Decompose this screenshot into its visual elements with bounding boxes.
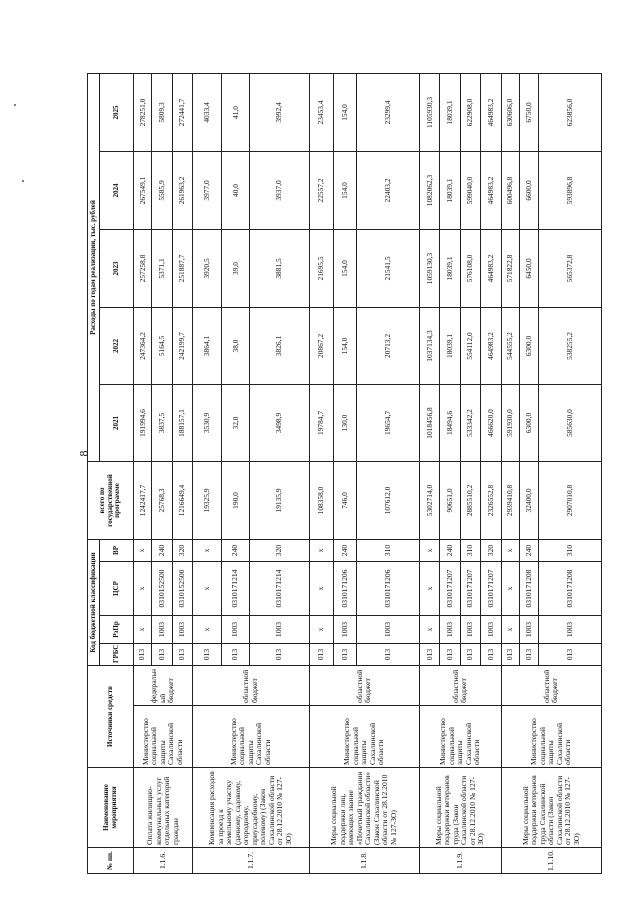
cell-year-value: 22557,2 <box>309 151 334 229</box>
cell-rzpr: 1003 <box>334 616 356 644</box>
table-row <box>193 73 222 873</box>
cell-grbs: 013 <box>309 644 334 666</box>
cell-year-value: 278251,0 <box>134 73 152 151</box>
cell-year-value: 39,0 <box>221 229 250 307</box>
cell-year-value: 242199,7 <box>172 307 192 384</box>
ministry-name: Министерство социальной защиты Сахалинской области <box>501 706 601 768</box>
cell-grbs: 013 <box>501 644 519 666</box>
cell-year-value: 1018456,8 <box>420 384 440 461</box>
cell-year-value: 591930,0 <box>501 384 519 461</box>
cell-year-value: 571822,8 <box>501 229 519 307</box>
header-year: 2021 <box>100 384 134 461</box>
cell-grbs: 013 <box>152 644 172 666</box>
cell-year-value: 554112,0 <box>460 307 480 384</box>
cell-csr: 0310171206 <box>334 562 356 616</box>
cell-vr: х <box>134 539 152 561</box>
cell-year-value: 154,0 <box>334 229 356 307</box>
cell-grbs: 013 <box>460 644 480 666</box>
cell-year-value: 576108,0 <box>460 229 480 307</box>
cell-vr: 240 <box>520 539 538 561</box>
header-rzpr: РзПр <box>100 616 134 644</box>
cell-year-value: 464983,2 <box>481 307 501 384</box>
header-year: 2024 <box>100 151 134 229</box>
cell-year-value: 565372,8 <box>538 229 601 307</box>
cell-total: 190,0 <box>221 461 250 539</box>
header-year: 2023 <box>100 229 134 307</box>
cell-vr: 310 <box>460 539 480 561</box>
cell-rzpr: х <box>420 616 440 644</box>
table-row <box>134 73 152 873</box>
cell-year-value: 19784,7 <box>309 384 334 461</box>
cell-grbs: 013 <box>221 644 250 666</box>
cell-year-value: 18039,1 <box>440 73 460 151</box>
cell-year-value: 3992,4 <box>250 73 309 151</box>
cell-year-value: 622908,0 <box>460 73 480 151</box>
cell-year-value: 3498,9 <box>250 384 309 461</box>
cell-grbs: 013 <box>193 644 222 666</box>
cell-year-value: 18039,1 <box>440 307 460 384</box>
cell-year-value: 4033,4 <box>193 73 222 151</box>
measure-name: Оплата жилищно-коммунальных услуг отдельных категорий граждан <box>134 768 193 848</box>
header-row-no: № пп. <box>88 848 134 874</box>
cell-year-value: 464983,2 <box>481 229 501 307</box>
cell-grbs: 013 <box>538 644 601 666</box>
header-grbs: ГРБС <box>100 644 134 666</box>
measure-name: Меры социальной поддержки лиц, имеющих звание «Почетный гражданин Сахалинской области» (Закон Сахалинской области от 28.12.2010 № 127-ЗО) <box>309 768 419 848</box>
header-year: 2022 <box>100 307 134 384</box>
funding-source: областной бюджет <box>501 666 601 706</box>
table-row <box>501 73 519 873</box>
cell-csr: 0310171207 <box>440 562 460 616</box>
cell-year-value: 6600,0 <box>520 151 538 229</box>
cell-year-value: 272441,7 <box>172 73 192 151</box>
cell-year-value: 630606,0 <box>501 73 519 151</box>
cell-year-value: 3977,0 <box>193 151 222 229</box>
cell-year-value: 3881,5 <box>250 229 309 307</box>
header-name: Наименование мероприятия <box>88 768 134 848</box>
cell-rzpr: х <box>501 616 519 644</box>
cell-vr: 240 <box>221 539 250 561</box>
cell-total: 2939410,8 <box>501 461 519 539</box>
ministry-name: Министерство социальной защиты Сахалинской области <box>420 706 502 768</box>
page-number: 8 <box>76 450 91 457</box>
cell-year-value: 1105930,3 <box>420 73 440 151</box>
cell-year-value: 154,0 <box>334 307 356 384</box>
row-number: 1.1.7. <box>193 848 309 874</box>
cell-year-value: 5164,5 <box>152 307 172 384</box>
cell-year-value: 5585,9 <box>152 151 172 229</box>
cell-total: 2885510,2 <box>460 461 480 539</box>
cell-total: 1242417,7 <box>134 461 152 539</box>
cell-year-value: 23453,4 <box>309 73 334 151</box>
cell-rzpr: 1003 <box>538 616 601 644</box>
cell-vr: 310 <box>538 539 601 561</box>
measure-name: Меры социальной поддержки ветеранов труда Сахалинской области (Закон Сахалинской области от 28.12.2010 № 127-ЗО) <box>501 768 601 848</box>
cell-year-value: 6450,0 <box>520 229 538 307</box>
cell-total: 19135,9 <box>250 461 309 539</box>
cell-year-value: 32,0 <box>221 384 250 461</box>
cell-year-value: 3826,1 <box>250 307 309 384</box>
row-number: 1.1.8. <box>309 848 419 874</box>
cell-vr: х <box>309 539 334 561</box>
cell-vr: 320 <box>172 539 192 561</box>
table-row <box>309 73 334 873</box>
cell-year-value: 538255,2 <box>538 307 601 384</box>
cell-rzpr: 1003 <box>520 616 538 644</box>
cell-grbs: 013 <box>334 644 356 666</box>
budget-table <box>87 73 602 874</box>
cell-csr: 0310171207 <box>481 562 501 616</box>
cell-grbs: 013 <box>420 644 440 666</box>
rotated-table-container <box>87 74 602 874</box>
cell-year-value: 38,0 <box>221 307 250 384</box>
funding-source: областной бюджет <box>420 666 502 706</box>
cell-total: 5302714,0 <box>420 461 440 539</box>
header-years-group: Расходы по годам реализации, тыс. рублей <box>88 73 100 461</box>
cell-csr: х <box>420 562 440 616</box>
cell-csr: 0310171208 <box>538 562 601 616</box>
cell-rzpr: х <box>309 616 334 644</box>
cell-year-value: 623856,0 <box>538 73 601 151</box>
funding-source: федеральный бюджет <box>134 666 193 706</box>
cell-total: 19325,9 <box>193 461 222 539</box>
measure-name: Меры социальной поддержки ветеранов труда (Закон Сахалинской области от 28.12.2010 № 127-ЗО) <box>420 768 502 848</box>
cell-csr: 0310171206 <box>356 562 419 616</box>
cell-csr: х <box>193 562 222 616</box>
cell-year-value: 20867,2 <box>309 307 334 384</box>
cell-rzpr: 1003 <box>172 616 192 644</box>
cell-vr: 240 <box>152 539 172 561</box>
cell-year-value: 5371,1 <box>152 229 172 307</box>
cell-year-value: 251887,7 <box>172 229 192 307</box>
cell-year-value: 191994,6 <box>134 384 152 461</box>
cell-year-value: 130,0 <box>334 384 356 461</box>
cell-year-value: 3530,9 <box>193 384 222 461</box>
cell-year-value: 1037134,3 <box>420 307 440 384</box>
cell-rzpr: 1003 <box>152 616 172 644</box>
header-year: 2025 <box>100 73 134 151</box>
cell-year-value: 41,0 <box>221 73 250 151</box>
ministry-name: Министерство социальной защиты Сахалинской области <box>309 706 419 768</box>
table-row <box>420 73 440 873</box>
scan-artifact <box>14 104 16 106</box>
cell-total: 107612,0 <box>356 461 419 539</box>
cell-year-value: 600496,8 <box>501 151 519 229</box>
cell-year-value: 188157,1 <box>172 384 192 461</box>
cell-grbs: 013 <box>520 644 538 666</box>
cell-csr: 0310152500 <box>172 562 192 616</box>
cell-csr: 0310152500 <box>152 562 172 616</box>
cell-total: 746,0 <box>334 461 356 539</box>
cell-year-value: 20713,2 <box>356 307 419 384</box>
cell-total: 90651,0 <box>440 461 460 539</box>
cell-total: 1216649,4 <box>172 461 192 539</box>
cell-year-value: 585630,0 <box>538 384 601 461</box>
cell-year-value: 257258,8 <box>134 229 152 307</box>
cell-year-value: 3837,5 <box>152 384 172 461</box>
cell-year-value: 21541,5 <box>356 229 419 307</box>
cell-year-value: 18494,6 <box>440 384 460 461</box>
cell-rzpr: 1003 <box>250 616 309 644</box>
cell-year-value: 6300,0 <box>520 307 538 384</box>
cell-rzpr: 1003 <box>440 616 460 644</box>
cell-year-value: 18039,1 <box>440 151 460 229</box>
cell-csr: 0310171207 <box>460 562 480 616</box>
cell-csr: 0310171208 <box>520 562 538 616</box>
cell-year-value: 533342,2 <box>460 384 480 461</box>
cell-year-value: 21695,5 <box>309 229 334 307</box>
cell-vr: х <box>420 539 440 561</box>
cell-rzpr: х <box>193 616 222 644</box>
cell-year-value: 267549,1 <box>134 151 152 229</box>
header-kbk-group: Код бюджетной классификации <box>88 539 100 665</box>
cell-year-value: 22403,2 <box>356 151 419 229</box>
funding-source: областной бюджет <box>309 666 419 706</box>
cell-year-value: 464983,2 <box>481 73 501 151</box>
header-vr: ВР <box>100 539 134 561</box>
cell-year-value: 154,0 <box>334 73 356 151</box>
cell-year-value: 599040,0 <box>460 151 480 229</box>
cell-year-value: 3864,1 <box>193 307 222 384</box>
cell-rzpr: 1003 <box>460 616 480 644</box>
cell-csr: 0310171214 <box>250 562 309 616</box>
cell-vr: 310 <box>356 539 419 561</box>
ministry-name: Министерство социальной защиты Сахалинской области <box>134 706 193 768</box>
cell-year-value: 19654,7 <box>356 384 419 461</box>
cell-year-value: 466620,0 <box>481 384 501 461</box>
cell-total: 32400,0 <box>520 461 538 539</box>
cell-year-value: 5809,3 <box>152 73 172 151</box>
header-total: всего по государственной программе <box>88 461 134 539</box>
cell-vr: 320 <box>250 539 309 561</box>
cell-total: 2326552,8 <box>481 461 501 539</box>
cell-grbs: 013 <box>481 644 501 666</box>
cell-total: 108358,0 <box>309 461 334 539</box>
cell-rzpr: 1003 <box>356 616 419 644</box>
cell-vr: х <box>193 539 222 561</box>
cell-csr: 0310171214 <box>221 562 250 616</box>
header-csr: ЦСР <box>100 562 134 616</box>
cell-grbs: 013 <box>250 644 309 666</box>
cell-year-value: 154,0 <box>334 151 356 229</box>
cell-grbs: 013 <box>172 644 192 666</box>
cell-vr: х <box>501 539 519 561</box>
cell-rzpr: 1003 <box>221 616 250 644</box>
measure-name: Компенсация расходов за проезд к земельному участку (дачному, садовому, огородному, приусадебному, полевому) (Закон Сахалинской области от 28.12.2010 № 127-ЗО) <box>193 768 309 848</box>
cell-year-value: 6300,0 <box>520 384 538 461</box>
cell-rzpr: 1003 <box>481 616 501 644</box>
header-source: Источники средств <box>88 666 134 768</box>
cell-csr: х <box>309 562 334 616</box>
cell-year-value: 544555,2 <box>501 307 519 384</box>
cell-year-value: 3937,0 <box>250 151 309 229</box>
cell-year-value: 40,0 <box>221 151 250 229</box>
cell-vr: 320 <box>481 539 501 561</box>
cell-csr: х <box>134 562 152 616</box>
cell-total: 25768,3 <box>152 461 172 539</box>
cell-total: 2907010,8 <box>538 461 601 539</box>
cell-vr: 240 <box>334 539 356 561</box>
cell-year-value: 23299,4 <box>356 73 419 151</box>
cell-year-value: 261963,2 <box>172 151 192 229</box>
cell-year-value: 1059130,3 <box>420 229 440 307</box>
scan-artifact <box>22 180 24 182</box>
cell-csr: х <box>501 562 519 616</box>
cell-grbs: 013 <box>440 644 460 666</box>
cell-year-value: 464983,2 <box>481 151 501 229</box>
cell-year-value: 593896,8 <box>538 151 601 229</box>
ministry-name: Министерство социальной защиты Сахалинской области <box>193 706 309 768</box>
row-number: 1.1.6. <box>134 848 193 874</box>
cell-rzpr: х <box>134 616 152 644</box>
cell-year-value: 1082062,3 <box>420 151 440 229</box>
cell-year-value: 6750,0 <box>520 73 538 151</box>
cell-grbs: 013 <box>356 644 419 666</box>
row-number: 1.1.10. <box>501 848 601 874</box>
cell-year-value: 18039,1 <box>440 229 460 307</box>
cell-year-value: 3920,5 <box>193 229 222 307</box>
cell-year-value: 247364,2 <box>134 307 152 384</box>
row-number: 1.1.9. <box>420 848 502 874</box>
cell-grbs: 013 <box>134 644 152 666</box>
funding-source: областной бюджет <box>193 666 309 706</box>
cell-vr: 240 <box>440 539 460 561</box>
